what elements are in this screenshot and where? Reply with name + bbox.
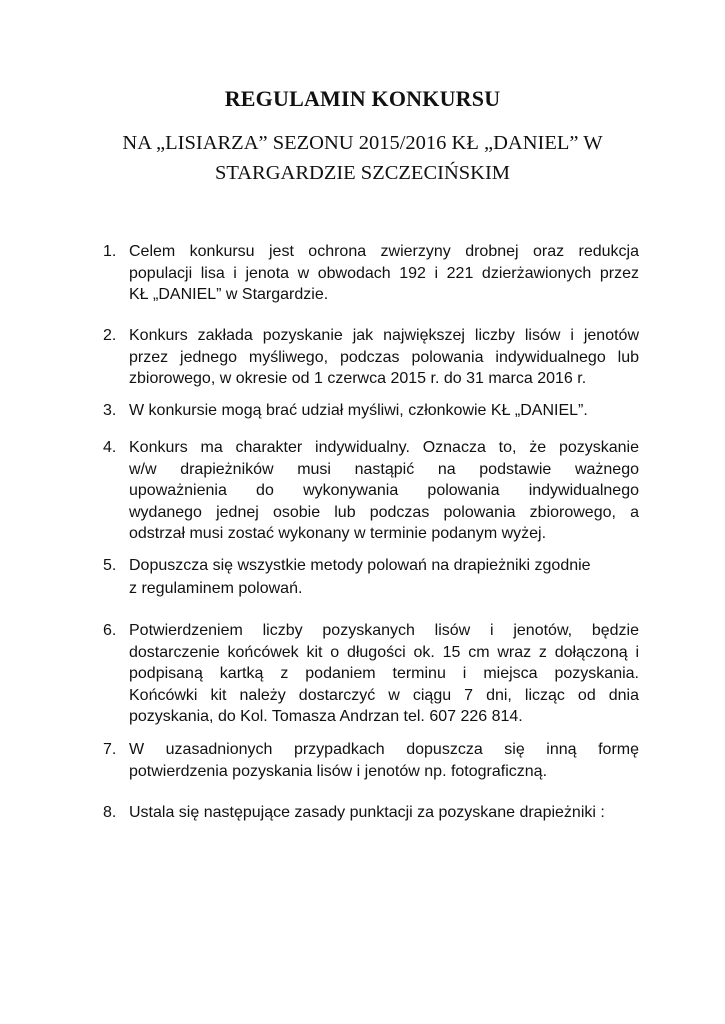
rule-line: podpisaną kartką z podaniem terminu i miejsca pozyskania. [129,665,639,682]
rule-line: Potwierdzeniem liczby pozyskanych lisów i jenotów, będzie [129,622,639,639]
subtitle-line: STARGARDZIE SZCZECIŃSKIM [214,162,511,184]
rule-line: pozyskania, do Kol. Tomasza Andrzan tel. 607 226 814. [129,708,523,725]
rule-line: dostarczenie końcówek kit o długości ok. 15 cm wraz z dołączoną i [129,643,639,661]
rule-text [129,739,639,782]
rule-text [129,400,639,422]
rule-line: odstrzał musi zostać wykonany w terminie podanym wyżej. [129,525,547,542]
rule-text [129,620,639,728]
rule-text [129,241,639,306]
rule-text [129,325,639,390]
rule-number: 4. [103,439,117,456]
rule-number: 2. [103,327,117,344]
rule-line: Dopuszcza się wszystkie metody polowań na drapieżniki zgodnie [129,557,591,574]
rule-text [129,802,639,824]
rule-line: Celem konkursu jest ochrona zwierzyny drobnej oraz redukcja [129,243,639,260]
document-subtitle [90,128,635,188]
rule-line: upoważnienia do wykonywania polowania indywidualnego [129,482,639,499]
rule-line: z regulaminem polowań. [129,580,303,597]
rule-line: Konkurs ma charakter indywidualny. Oznacza to, że pozyskanie [129,439,639,456]
rule-line: w/w drapieżników musi nastąpić na podstawie ważnego [129,460,639,478]
rule-line: Konkurs zakłada pozyskanie jak największej liczby lisów i jenotów [129,327,639,344]
rule-number: 5. [103,557,117,574]
document-title: REGULAMIN KONKURSU [224,86,501,111]
rule-line: populacji lisa i jenota w obwodach 192 i 221 dzierżawionych przez [129,264,639,282]
rule-line: wydanego jednej osobie lub podczas polowania zbiorowego, a [129,503,639,521]
rule-text [129,437,639,545]
rule-number: 1. [103,243,117,260]
subtitle-line: NA „LISIARZA” SEZONU 2015/2016 KŁ „DANIEL” W [122,132,603,154]
rule-line: Końcówki kit należy dostarczyć w ciągu 7 dni, licząc od dnia [129,686,639,704]
rule-number: 3. [103,402,117,419]
rule-line: Ustala się następujące zasady punktacji za pozyskane drapieżniki : [129,804,605,821]
rule-line: przez jednego myśliwego, podczas polowania indywidualnego lub [129,348,639,366]
rule-number: 6. [103,622,117,639]
rule-number: 8. [103,804,117,821]
rule-number: 7. [103,741,117,758]
rule-text [129,555,639,600]
rule-line: W konkursie mogą brać udział myśliwi, członkowie KŁ „DANIEL”. [129,402,588,419]
rule-line: W uzasadnionych przypadkach dopuszcza się inną formę [129,741,639,758]
rule-line: zbiorowego, w okresie od 1 czerwca 2015 r. do 31 marca 2016 r. [129,370,587,387]
rule-line: potwierdzenia pozyskania lisów i jenotów np. fotograficzną. [129,762,548,780]
rule-line: KŁ „DANIEL” w Stargardzie. [129,286,329,303]
